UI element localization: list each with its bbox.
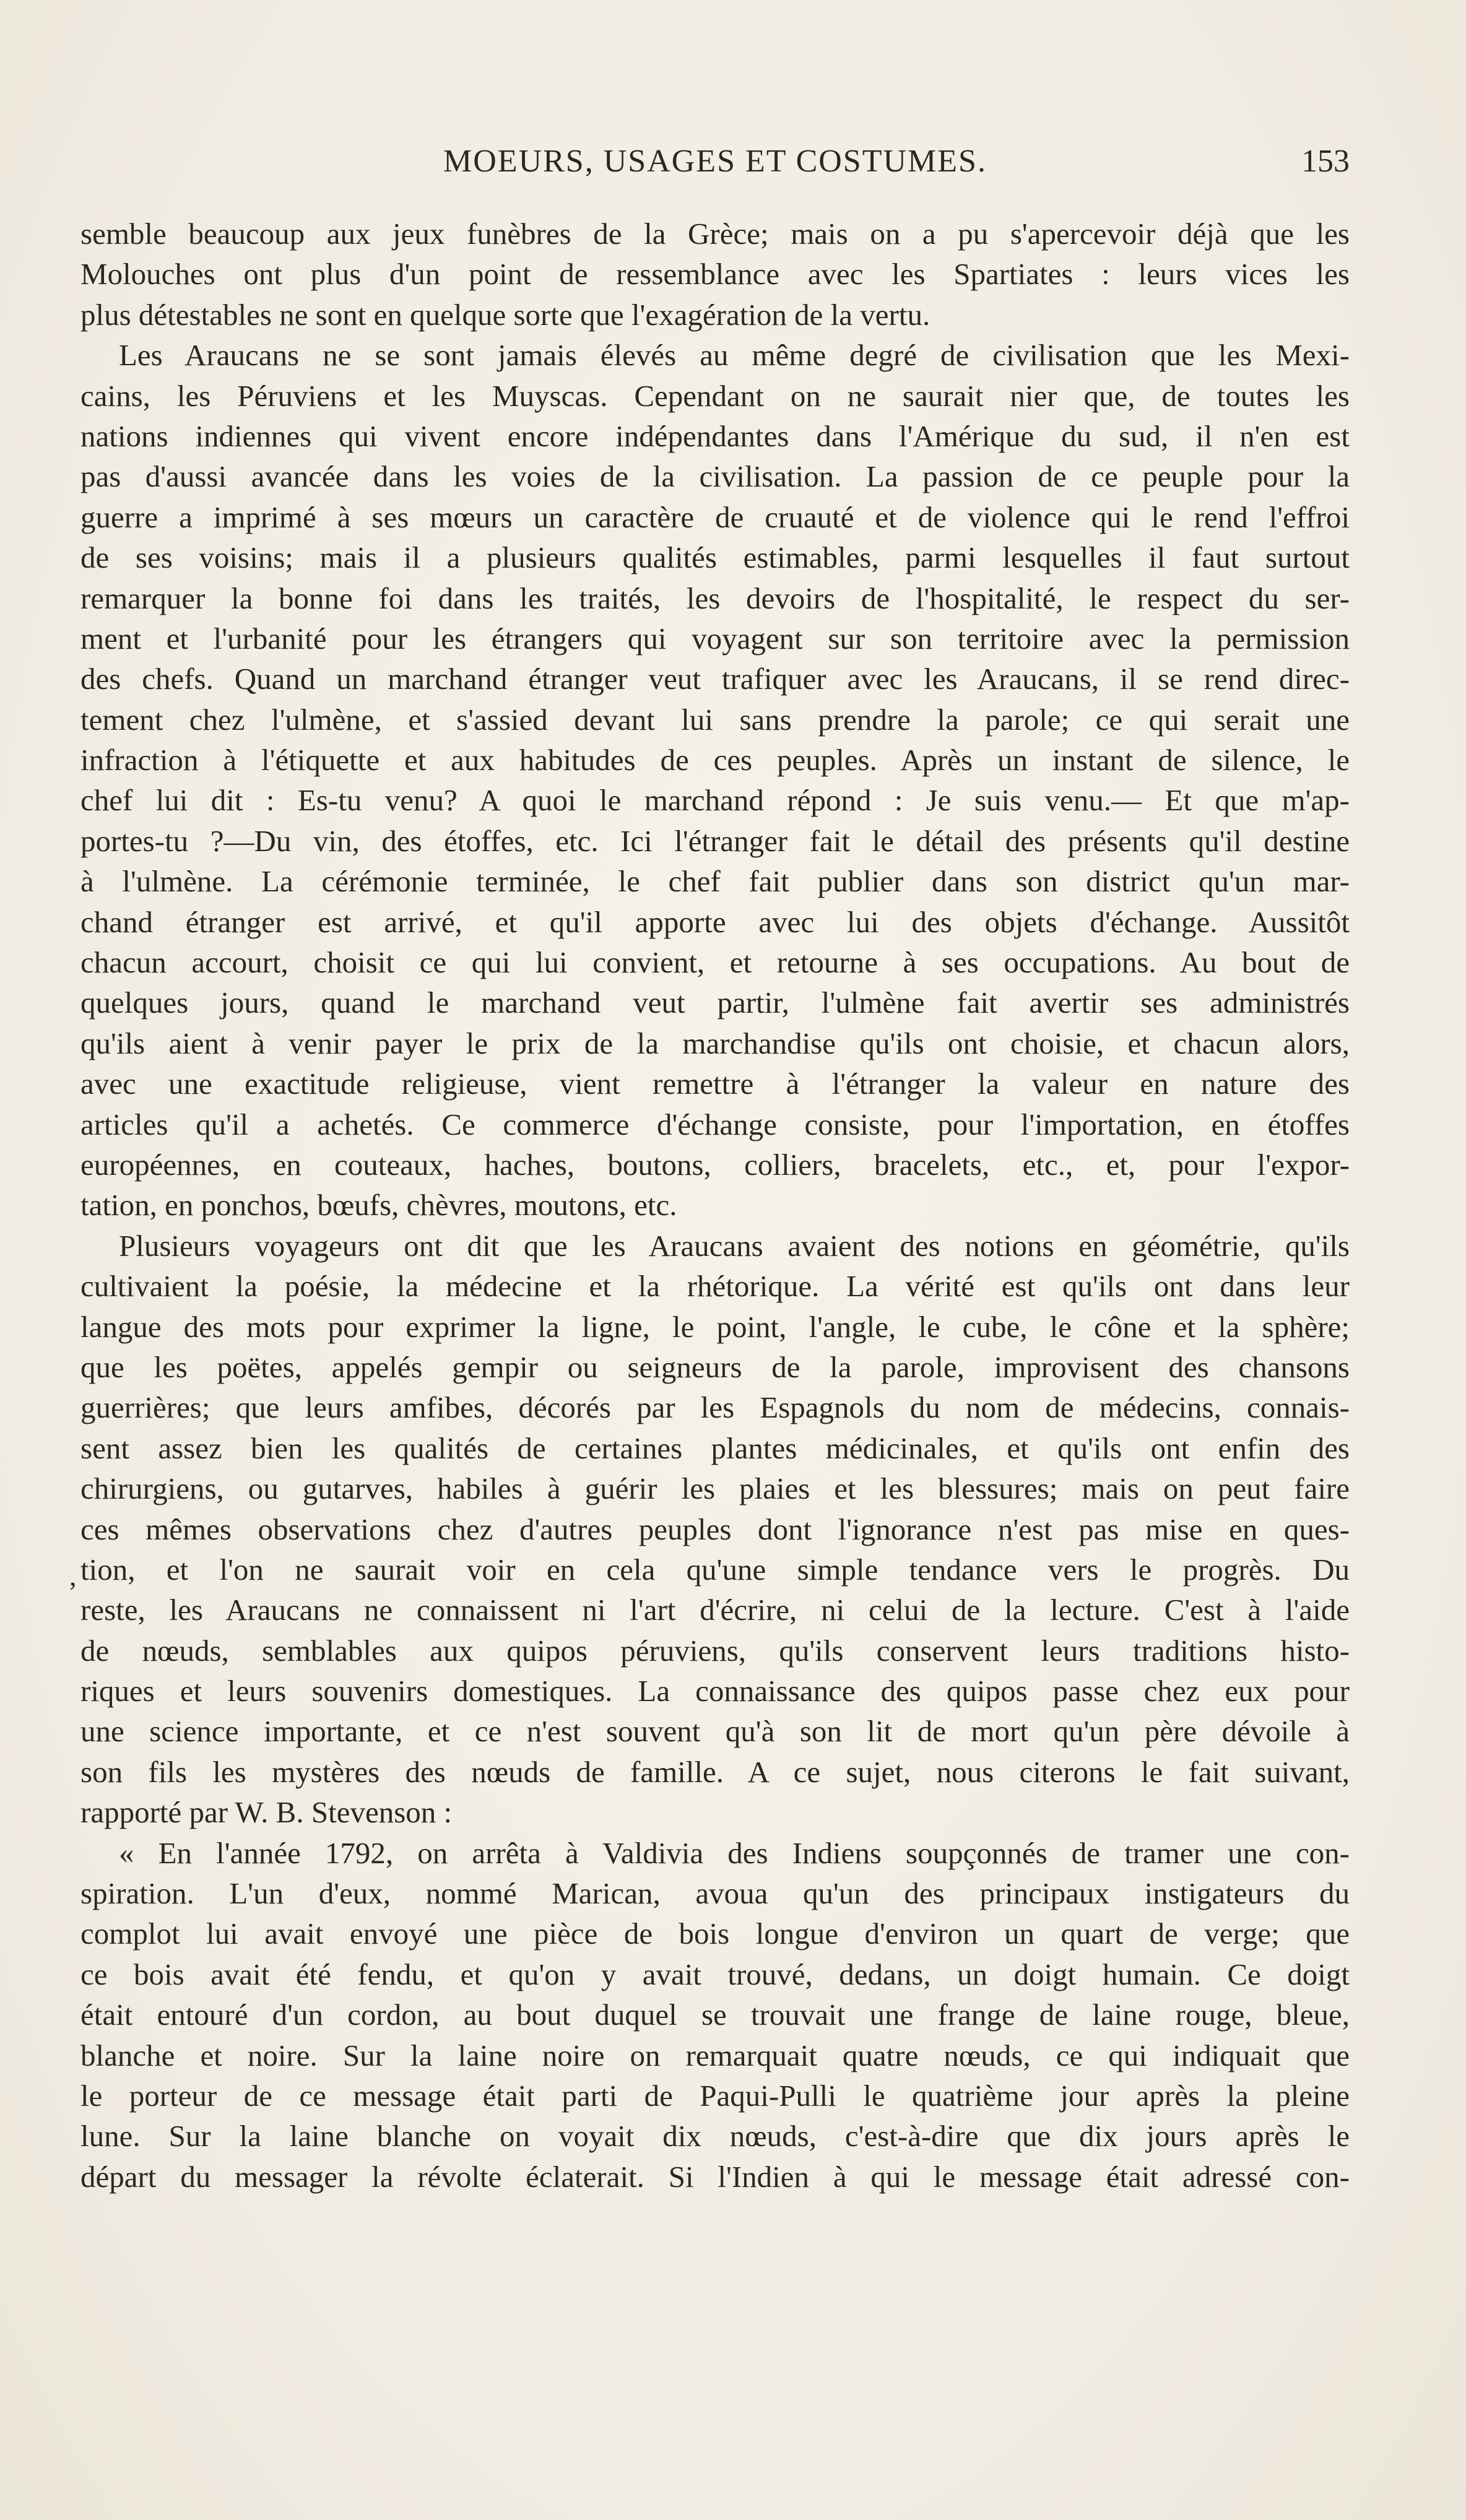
running-title: MOEURS, USAGES ET COSTUMES. <box>443 144 987 179</box>
text-line: reste, les Araucans ne connaissent ni l'art d'écrire, ni celui de la lecture. C'est à l'aide <box>80 1593 1350 1627</box>
text-line: une science importante, et ce n'est souvent qu'à son lit de mort qu'un père dévoile à <box>80 1714 1350 1749</box>
margin-mark: , <box>69 1560 77 1591</box>
text-line: Les Araucans ne se sont jamais élevés au même degré de civilisation que les Mexi- <box>119 338 1350 373</box>
text-line: rapporté par W. B. Stevenson : <box>80 1795 453 1830</box>
text-line: Plusieurs voyageurs ont dit que les Araucans avaient des notions en géométrie, qu'ils <box>119 1228 1350 1263</box>
text-line: tion, et l'on ne saurait voir en cela qu'une simple tendance vers le progrès. Du <box>80 1552 1350 1587</box>
text-line: quelques jours, quand le marchand veut partir, l'ulmène fait avertir ses administrés <box>80 985 1350 1020</box>
text-line: cains, les Péruviens et les Muyscas. Cependant on ne saurait nier que, de toutes les <box>80 378 1350 413</box>
text-line: chef lui dit : Es-tu venu? A quoi le marchand répond : Je suis venu.— Et que m'ap- <box>80 783 1350 818</box>
text-line: lune. Sur la laine blanche on voyait dix nœuds, c'est-à-dire que dix jours après le <box>80 2119 1350 2154</box>
text-line: que les poëtes, appelés gempir ou seigneurs de la parole, improvisent des chansons <box>80 1349 1350 1384</box>
text-line: articles qu'il a achetés. Ce commerce d'échange consiste, pour l'importation, en étoffes <box>80 1107 1350 1141</box>
text-line: plus détestables ne sont en quelque sorte que l'exagération de la vertu. <box>80 297 930 332</box>
text-line: qu'ils aient à venir payer le prix de la marchandise qu'ils ont choisie, et chacun alors, <box>80 1026 1350 1060</box>
text-line: de nœuds, semblables aux quipos péruviens, qu'ils conservent leurs traditions histo- <box>80 1633 1350 1668</box>
text-line: le porteur de ce message était parti de Paqui-Pulli le quatrième jour après la pleine <box>80 2078 1350 2113</box>
text-line: chand étranger est arrivé, et qu'il apporte avec lui des objets d'échange. Aussitôt <box>80 904 1350 939</box>
text-line: spiration. L'un d'eux, nommé Marican, avoua qu'un des principaux instigateurs du <box>80 1876 1350 1911</box>
text-line: ment et l'urbanité pour les étrangers qui voyagent sur son territoire avec la permission <box>80 621 1350 656</box>
text-line: avec une exactitude religieuse, vient remettre à l'étranger la valeur en nature des <box>80 1067 1350 1101</box>
text-line: tement chez l'ulmène, et s'assied devant lui sans prendre la parole; ce qui serait une <box>80 702 1350 737</box>
text-line: semble beaucoup aux jeux funèbres de la Grèce; mais on a pu s'apercevoir déjà que les <box>80 217 1350 251</box>
page-header <box>80 140 1350 183</box>
text-line: ce bois avait été fendu, et qu'on y avait trouvé, dedans, un doigt humain. Ce doigt <box>80 1957 1350 1991</box>
page-number: 153 <box>1301 144 1350 179</box>
text-line: départ du messager la révolte éclaterait. Si l'Indien à qui le message était adressé con- <box>80 2159 1350 2194</box>
text-line: sent assez bien les qualités de certaines plantes médicinales, et qu'ils ont enfin des <box>80 1431 1350 1465</box>
text-line: son fils les mystères des nœuds de famille. A ce sujet, nous citerons le fait suivant, <box>80 1754 1350 1789</box>
text-line: portes-tu ?—Du vin, des étoffes, etc. Ici l'étranger fait le détail des présents qu'il destine <box>80 823 1350 858</box>
text-line: tation, en ponchos, bœufs, chèvres, moutons, etc. <box>80 1188 677 1223</box>
body-text <box>80 214 1350 2197</box>
text-line: chirurgiens, ou gutarves, habiles à guérir les plaies et les blessures; mais on peut faire <box>80 1471 1350 1506</box>
text-line: était entouré d'un cordon, au bout duquel se trouvait une frange de laine rouge, bleue, <box>80 1998 1350 2032</box>
text-line: complot lui avait envoyé une pièce de bois longue d'environ un quart de verge; que <box>80 1916 1350 1951</box>
text-line: ces mêmes observations chez d'autres peuples dont l'ignorance n'est pas mise en ques- <box>80 1512 1350 1546</box>
text-line: Molouches ont plus d'un point de ressemblance avec les Spartiates : leurs vices les <box>80 257 1350 292</box>
text-line: langue des mots pour exprimer la ligne, le point, l'angle, le cube, le cône et la sphère; <box>80 1309 1350 1344</box>
text-line: « En l'année 1792, on arrêta à Valdivia des Indiens soupçonnés de tramer une con- <box>119 1835 1350 1870</box>
text-line: à l'ulmène. La cérémonie terminée, le chef fait publier dans son district qu'un mar- <box>80 864 1350 899</box>
text-line: des chefs. Quand un marchand étranger veut trafiquer avec les Araucans, il se rend direc- <box>80 662 1350 696</box>
text-line: riques et leurs souvenirs domestiques. La connaissance des quipos passe chez eux pour <box>80 1674 1350 1708</box>
text-line: européennes, en couteaux, haches, boutons, colliers, bracelets, etc., et, pour l'expor- <box>80 1147 1350 1182</box>
text-line: remarquer la bonne foi dans les traités, les devoirs de l'hospitalité, le respect du ser- <box>80 581 1350 615</box>
text-line: guerrières; que leurs amfibes, décorés par les Espagnols du nom de médecins, connais- <box>80 1390 1350 1425</box>
text-line: de ses voisins; mais il a plusieurs qualités estimables, parmi lesquelles il faut surtout <box>80 540 1350 575</box>
text-line: pas d'aussi avancée dans les voies de la civilisation. La passion de ce peuple pour la <box>80 459 1350 494</box>
text-line: chacun accourt, choisit ce qui lui convient, et retourne à ses occupations. Au bout de <box>80 945 1350 980</box>
text-line: blanche et noire. Sur la laine noire on remarquait quatre nœuds, ce qui indiquait que <box>80 2038 1350 2072</box>
text-line: nations indiennes qui vivent encore indépendantes dans l'Amérique du sud, il n'en est <box>80 418 1350 453</box>
text-line: infraction à l'étiquette et aux habitudes de ces peuples. Après un instant de silence, le <box>80 743 1350 777</box>
text-line: guerre a imprimé à ses mœurs un caractère de cruauté et de violence qui le rend l'effroi <box>80 500 1350 534</box>
text-line: cultivaient la poésie, la médecine et la rhétorique. La vérité est qu'ils ont dans leur <box>80 1269 1350 1304</box>
